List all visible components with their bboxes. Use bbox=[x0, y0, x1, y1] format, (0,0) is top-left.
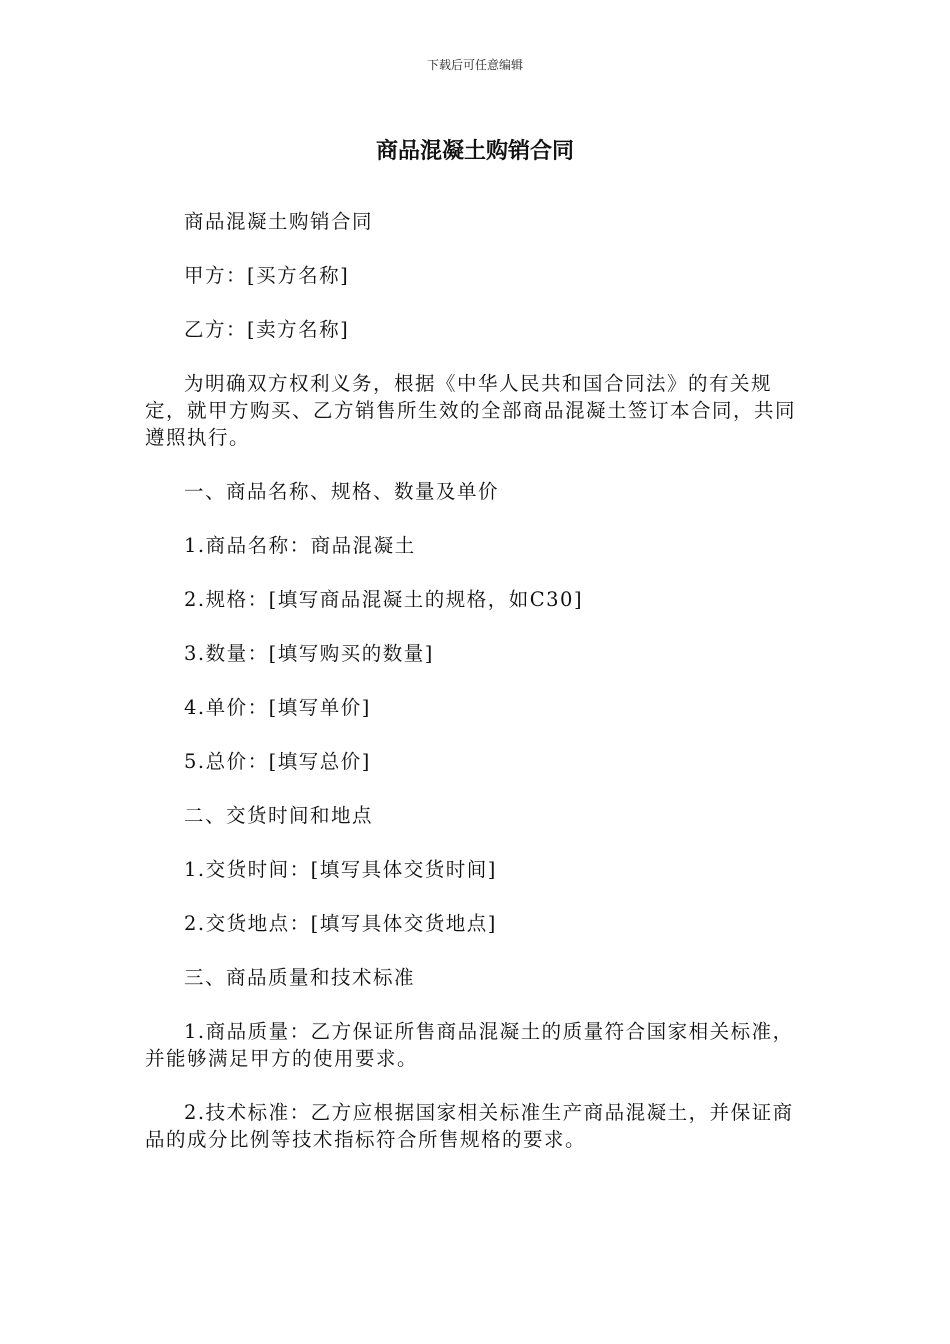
clause-1-4: 4.单价：[填写单价] bbox=[184, 696, 371, 719]
section-heading-1: 一、商品名称、规格、数量及单价 bbox=[184, 480, 500, 503]
section-heading-3: 三、商品质量和技术标准 bbox=[184, 966, 416, 989]
clause-3-2: 2.技术标准：乙方应根据国家相关标准生产商品混凝土，并保证商品的成分比例等技术指标符合所售规格的要求。 bbox=[145, 1101, 794, 1151]
clause-1-1: 1.商品名称：商品混凝土 bbox=[184, 534, 416, 557]
paragraph-party-b: 乙方：[卖方名称] bbox=[184, 318, 350, 341]
clause-2-1: 1.交货时间：[填写具体交货时间] bbox=[184, 858, 497, 881]
paragraph-party-a: 甲方：[买方名称] bbox=[184, 264, 350, 287]
paragraph-preamble: 为明确双方权利义务，根据《中华人民共和国合同法》的有关规定，就甲方购买、乙方销售所生效的全部商品混凝土签订本合同，共同遵照执行。 bbox=[145, 372, 797, 449]
header-note: 下载后可任意编辑 bbox=[426, 58, 523, 72]
clause-1-3: 3.数量：[填写购买的数量] bbox=[184, 642, 434, 665]
clause-2-2: 2.交货地点：[填写具体交货地点] bbox=[184, 912, 497, 935]
clause-1-5: 5.总价：[填写总价] bbox=[184, 750, 371, 773]
section-heading-2: 二、交货时间和地点 bbox=[184, 804, 374, 827]
clause-1-2: 2.规格：[填写商品混凝土的规格，如C30] bbox=[184, 588, 584, 611]
document-body bbox=[145, 208, 805, 1180]
clause-3-1: 1.商品质量：乙方保证所售商品混凝土的质量符合国家相关标准，并能够满足甲方的使用要求。 bbox=[145, 1020, 794, 1070]
document-title: 商品混凝土购销合同 bbox=[375, 139, 574, 164]
paragraph-contract-name: 商品混凝土购销合同 bbox=[184, 210, 374, 233]
